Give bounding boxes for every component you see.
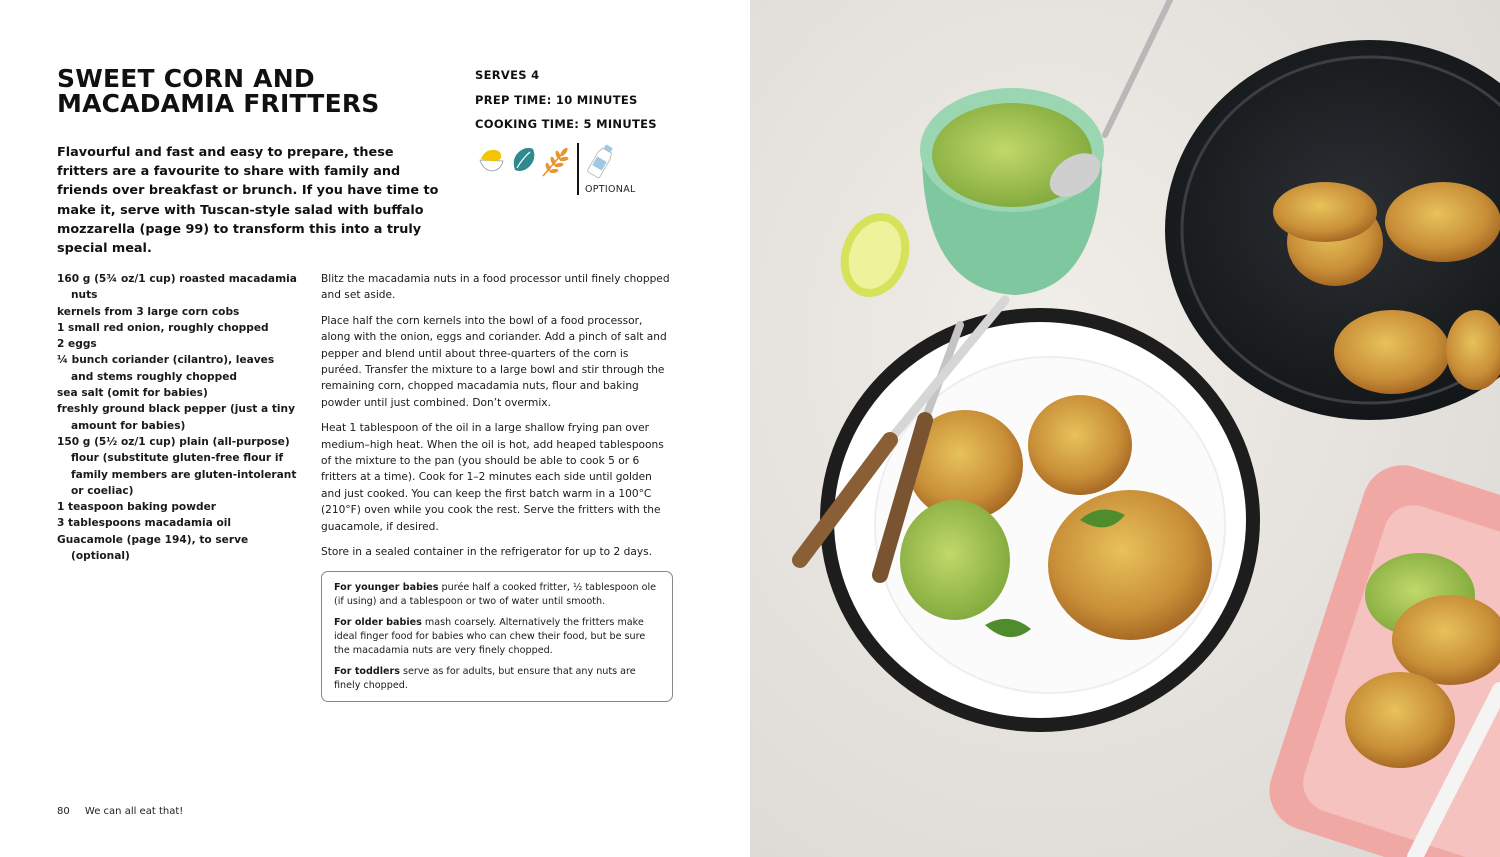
page-footer xyxy=(57,806,183,817)
recipe-intro: Flavourful and fast and easy to prepare, these fritters are a favourite to share with family and friends over breakfast or brunch. If you have time to make it, serve with Tuscan-style salad with buffalo mozzarella (page 99) to transform this into a truly special meal. xyxy=(57,145,439,257)
cooking-time: COOKING TIME: 5 MINUTES xyxy=(475,117,657,131)
milk-bottle-icon xyxy=(585,143,617,179)
tip-older-babies xyxy=(334,616,660,658)
title-line-2: MACADAMIA FRITTERS xyxy=(57,89,380,118)
ingredient-item: sea salt (omit for babies) xyxy=(57,387,208,400)
tip-toddlers xyxy=(334,665,660,693)
tip-text: mash coarsely. Alternatively the fritters make ideal finger food for babies who can chew their food, but be sure the macadamia nuts are very finely chopped. xyxy=(334,617,646,656)
tip-label: For toddlers xyxy=(334,666,400,677)
ingredients-list xyxy=(57,271,297,564)
optional-label: OPTIONAL xyxy=(585,184,636,195)
ingredient-item: 3 tablespoons macadamia oil xyxy=(57,517,232,530)
ingredient-item: 2 eggs xyxy=(57,338,97,351)
method-step: Blitz the macadamia nuts in a food processor until finely chopped and set aside. xyxy=(321,273,670,302)
tip-younger-babies xyxy=(334,581,660,609)
method xyxy=(321,271,671,570)
tip-label: For younger babies xyxy=(334,582,439,593)
baby-tips-box xyxy=(321,571,673,702)
fritters-photo-illustration xyxy=(750,0,1500,857)
page-number: 80 xyxy=(57,806,70,817)
ingredient-item: 1 teaspoon baking powder xyxy=(57,501,216,514)
method-step: Heat 1 tablespoon of the oil in a large shallow frying pan over medium–high heat. When the oil is hot, add heaped tablespoons of the mixture to the pan (you should be able to cook 5 or 6 fritters at a time). Cook for 1–2 minutes each side until golden and just cooked. You can keep the first batch warm in a 100°C (210°F) oven while you cook the rest. Serve the fritters with the guacamole, if desired. xyxy=(321,422,664,533)
ingredient-item: 1 small red onion, roughly chopped xyxy=(57,321,269,334)
optional-divider xyxy=(577,143,579,195)
serves: SERVES 4 xyxy=(475,68,540,82)
method-step: Store in a sealed container in the refrigerator for up to 2 days. xyxy=(321,546,653,559)
egg-icon xyxy=(477,143,505,173)
nut-icon xyxy=(511,146,537,174)
recipe-title xyxy=(57,66,457,116)
ingredient-item: Guacamole (page 194), to serve (optional) xyxy=(57,533,249,563)
dietary-icons xyxy=(477,143,677,195)
prep-time: PREP TIME: 10 MINUTES xyxy=(475,92,638,107)
food-photo xyxy=(750,0,1500,857)
ingredient-item: 160 g (5¾ oz/1 cup) roasted macadamia nuts xyxy=(57,273,297,302)
wheat-icon xyxy=(539,144,573,178)
title-line-1: SWEET CORN AND xyxy=(57,64,315,93)
ingredient-item: kernels from 3 large corn cobs xyxy=(57,305,240,318)
tip-text: serve as for adults, but ensure that any nuts are finely chopped. xyxy=(334,666,636,691)
method-step: Place half the corn kernels into the bowl of a food processor, along with the onion, eggs and coriander. Add a pinch of salt and pepper and blend until about three-quarters of the corn is puréed. Transfer the mixture to a large bowl and stir through the remaining corn, chopped macadamia nuts, flour and baking powder until just combined. Don’t overmix. xyxy=(321,314,667,409)
book-title: We can all eat that! xyxy=(84,806,184,817)
tip-label: For older babies xyxy=(334,617,422,628)
tip-text: purée half a cooked fritter, ½ tablespoon ole (if using) and a tablespoon or two of water until smooth. xyxy=(334,582,657,607)
ingredient-item: ¼ bunch coriander (cilantro), leaves and stems roughly chopped xyxy=(57,354,275,383)
recipe-meta xyxy=(475,66,715,140)
ingredient-item: 150 g (5½ oz/1 cup) plain (all-purpose) flour (substitute gluten-free flour if family members are gluten-intolerant or coeliac) xyxy=(57,435,297,497)
ingredient-item: freshly ground black pepper (just a tiny amount for babies) xyxy=(57,403,295,432)
